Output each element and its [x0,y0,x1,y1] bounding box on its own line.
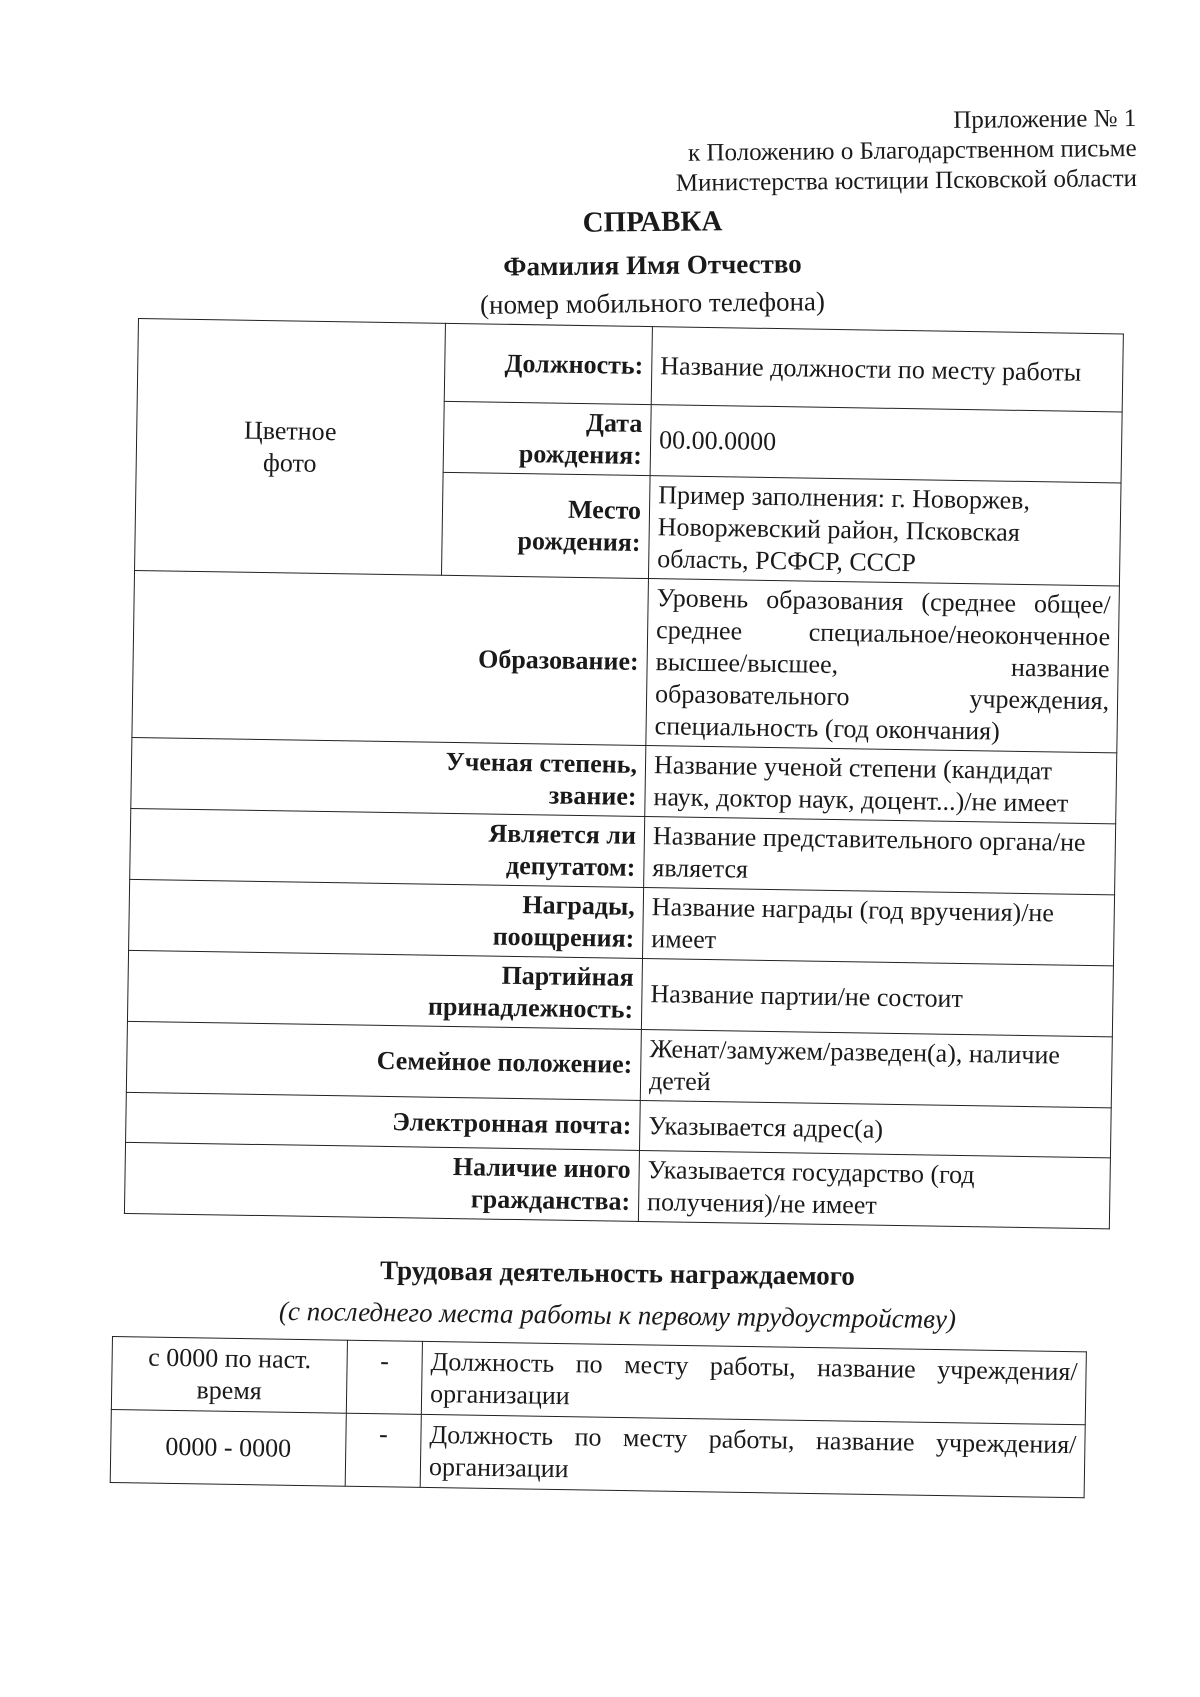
work-table [110,1336,1087,1498]
photo-label-line-1: Цветное [243,415,337,446]
phone-placeholder: (номер мобильного телефона) [479,286,826,320]
citizenship-label [124,1142,639,1221]
education-value: Уровень образования (среднее общее/среднее специальное/неоконченное высшее/высшее, название образовательного учреждения, специальность (год окончания) [646,579,1120,753]
info-table [124,318,1124,1229]
full-name-placeholder: Фамилия Имя Отчество [503,248,802,282]
work-period-line-2: время [196,1375,262,1406]
degree-label-line-1: Ученая степень, [445,746,638,779]
table-row [132,570,1120,752]
party-value: Название партии/не состоит [641,959,1113,1037]
work-section-subtitle: (с последнего места работы к первому трудоустройству) [278,1295,957,1335]
degree-label [131,737,646,816]
position-label: Должность: [444,323,652,404]
work-description: Должность по месту работы, название учреждения/организации [420,1414,1085,1497]
birth-place-value: Пример заполнения: г. Новоржев, Новоржевский район, Псковская область, РСФСР, СССР [648,476,1121,586]
work-period-line-1: 0000 - 0000 [165,1431,292,1463]
email-value: Указывается адрес(а) [639,1100,1111,1157]
party-label-line-2: принадлежность: [427,991,634,1024]
photo-label-line-2: фото [262,447,317,478]
awards-label-line-1: Награды, [522,890,636,921]
table-row [110,1409,1085,1497]
degree-value: Название ученой степени (кандидат наук, доктор наук, доцент...)/не имеет [645,746,1117,824]
birth-date-label-line-1: Дата [585,408,643,438]
birth-date-label [443,401,651,475]
work-period [111,1337,347,1414]
family-label: Семейное положение: [126,1021,641,1100]
work-description: Должность по месту работы, название учреждения/организации [421,1341,1086,1424]
table-row [124,1142,1110,1228]
info-table-wrapper [124,318,1124,1229]
appendix-line-1: Приложение № 1 [952,104,1137,134]
awards-label [129,879,644,958]
education-label: Образование: [132,570,649,745]
birth-place-label-line-1: Место [567,494,642,525]
family-value: Женат/замужем/разведен(а), наличие детей [640,1029,1112,1107]
citizenship-label-line-1: Наличие иного [452,1152,631,1184]
work-table-wrapper [110,1336,1087,1498]
work-dash: - [345,1413,421,1487]
appendix-note [675,104,1137,199]
citizenship-label-line-2: гражданства: [470,1184,631,1216]
document-title: СПРАВКА [582,205,723,239]
deputy-label-line-2: депутатом: [505,850,636,882]
birth-place-label [441,472,650,578]
email-label: Электронная почта: [126,1092,641,1150]
position-value: Название должности по месту работы [651,327,1123,412]
degree-label-line-2: звание: [548,780,637,811]
birth-place-label-line-2: рождения: [517,525,641,557]
party-label [127,950,642,1029]
awards-label-line-2: поощрения: [492,921,635,953]
work-dash: - [346,1340,422,1414]
deputy-label [130,808,645,887]
birth-date-label-line-2: рождения: [518,439,643,470]
work-section-title: Трудовая деятельность награждаемого [379,1255,856,1291]
table-row [137,319,1123,412]
citizenship-value: Указывается государство (год получения)/не имеет [638,1150,1110,1228]
deputy-label-line-1: Является ли [488,818,637,850]
work-period-line-1: с 0000 по наст. [148,1342,312,1375]
appendix-line-2: к Положению о Благодарственном письме [687,134,1137,167]
awards-value: Название награды (год вручения)/не имеет [643,888,1115,966]
photo-cell [135,319,446,576]
birth-date-value: 00.00.0000 [650,405,1122,483]
appendix-line-3: Министерства юстиции Псковской области [675,164,1137,197]
party-label-line-1: Партийная [501,960,634,992]
deputy-value: Название представительного органа/не является [644,817,1116,895]
work-period [110,1409,346,1486]
